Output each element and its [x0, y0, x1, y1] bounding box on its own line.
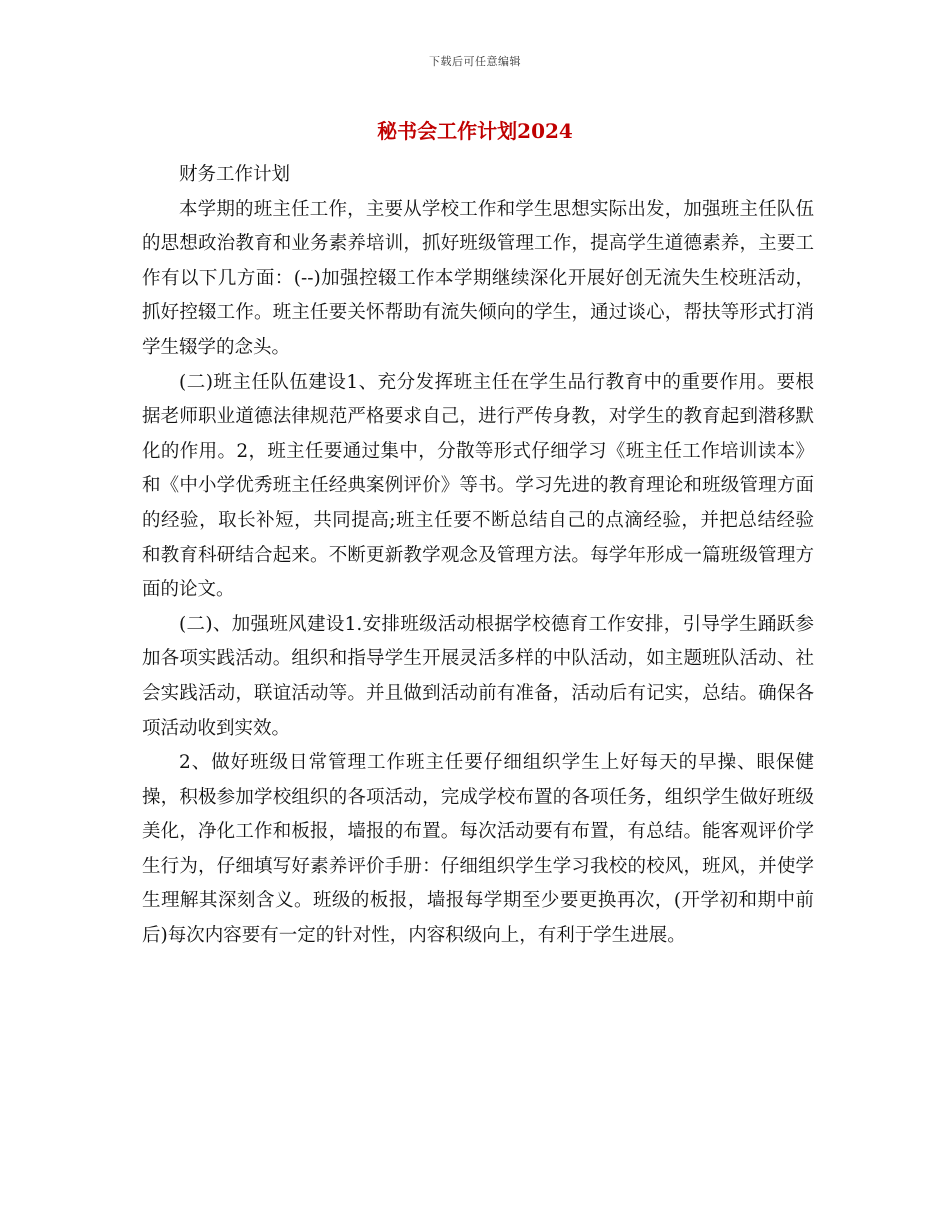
page-title: 秘书会工作计划2024	[377, 119, 573, 143]
header-note: 下载后可任意编辑	[429, 55, 521, 68]
document-body	[142, 158, 814, 954]
body-paragraph: 本学期的班主任工作，主要从学校工作和学生思想实际出发，加强班主任队伍的思想政治教育和业务素养培训，抓好班级管理工作，提高学生道德素养，主要工作有以下几方面：(--)加强控辍工作本学期继续深化开展好创无流失生校班活动，抓好控辍工作。班主任要关怀帮助有流失倾向的学生，通过谈心，帮扶等形式打消学生辍学的念头。	[142, 198, 814, 358]
section-heading: 财务工作计划	[179, 164, 291, 185]
body-paragraph: (二)、加强班风建设1.安排班级活动根据学校德育工作安排，引导学生踊跃参加各项实践活动。组织和指导学生开展灵活多样的中队活动，如主题班队活动、社会实践活动，联谊活动等。并且做到活动前有准备，活动后有记实，总结。确保各项活动收到实效。	[142, 613, 814, 739]
body-paragraph: (二)班主任队伍建设1、充分发挥班主任在学生品行教育中的重要作用。要根据老师职业道德法律规范严格要求自己，进行严传身教，对学生的教育起到潜移默化的作用。2，班主任要通过集中，分散等形式仔细学习《班主任工作培训读本》和《中小学优秀班主任经典案例评价》等书。学习先进的教育理论和班级管理方面的经验，取长补短，共同提高;班主任要不断总结自己的点滴经验，并把总结经验和教育科研结合起来。不断更新教学观念及管理方法。每学年形成一篇班级管理方面的论文。	[142, 371, 814, 601]
body-paragraph: 2、做好班级日常管理工作班主任要仔细组织学生上好每天的早操、眼保健操，积极参加学校组织的各项活动，完成学校布置的各项任务，组织学生做好班级美化，净化工作和板报，墙报的布置。每次活动要有布置，有总结。能客观评价学生行为，仔细填写好素养评价手册：仔细组织学生学习我校的校风，班风，并使学生理解其深刻含义。班级的板报，墙报每学期至少要更换再次，(开学初和期中前后)每次内容要有一定的针对性，内容积级向上，有利于学生进展。	[142, 752, 814, 947]
